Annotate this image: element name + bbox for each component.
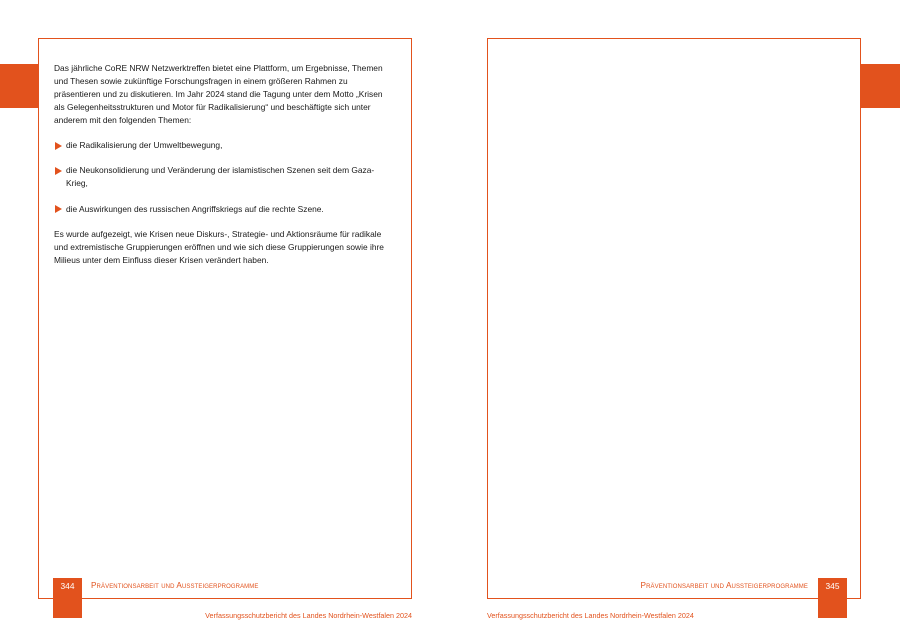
triangle-right-icon (55, 205, 62, 213)
intro-paragraph: Das jährliche CoRE NRW Netzwerktreffen bietet eine Plattform, um Ergebnisse, Themen und Thesen sowie zukünftige Forschungsfragen in einem größeren Rahmen zu präsentieren und zu diskutieren. Im Jahr 2024 stand die Tagung unter dem Motto „Krisen als Gelegenheitsstrukturen und Motor für Radikalisierung“ und beschäftigte sich unter anderem mit den folgenden Themen: (54, 63, 383, 125)
list-item-text: die Neukonsolidierung und Veränderung der islamistischen Szenen seit dem Gaza-Krieg, (66, 165, 375, 189)
footer-left: Verfassungsschutzbericht des Landes Nordrhein-Westfalen 2024 (205, 611, 412, 620)
list-item (54, 203, 394, 216)
right-page-frame (487, 38, 861, 599)
topic-list (54, 139, 394, 216)
running-head-right: Präventionsarbeit und Aussteigerprogramme (640, 581, 808, 590)
list-item-text: die Auswirkungen des russischen Angriffskriegs auf die rechte Szene. (66, 203, 324, 214)
page-number-left: 344 (53, 578, 82, 618)
left-page-body (54, 62, 394, 267)
right-edge-tab (861, 64, 900, 108)
list-item (54, 164, 394, 190)
running-head-left: Präventionsarbeit und Aussteigerprogramme (91, 581, 259, 590)
triangle-right-icon (55, 142, 62, 150)
conclusion-paragraph: Es wurde aufgezeigt, wie Krisen neue Diskurs-, Strategie- und Aktionsräume für radikale und extremistische Gruppierungen eröffnen und wie sich diese Gruppierungen sowie ihre Milieus unter dem Einfluss dieser Krisen verändert haben. (54, 229, 384, 265)
left-edge-tab (0, 64, 38, 108)
triangle-right-icon (55, 167, 62, 175)
footer-right: Verfassungsschutzbericht des Landes Nordrhein-Westfalen 2024 (487, 611, 694, 620)
page-number-right: 345 (818, 578, 847, 618)
list-item-text: die Radikalisierung der Umweltbewegung, (66, 140, 223, 151)
list-item (54, 139, 394, 152)
